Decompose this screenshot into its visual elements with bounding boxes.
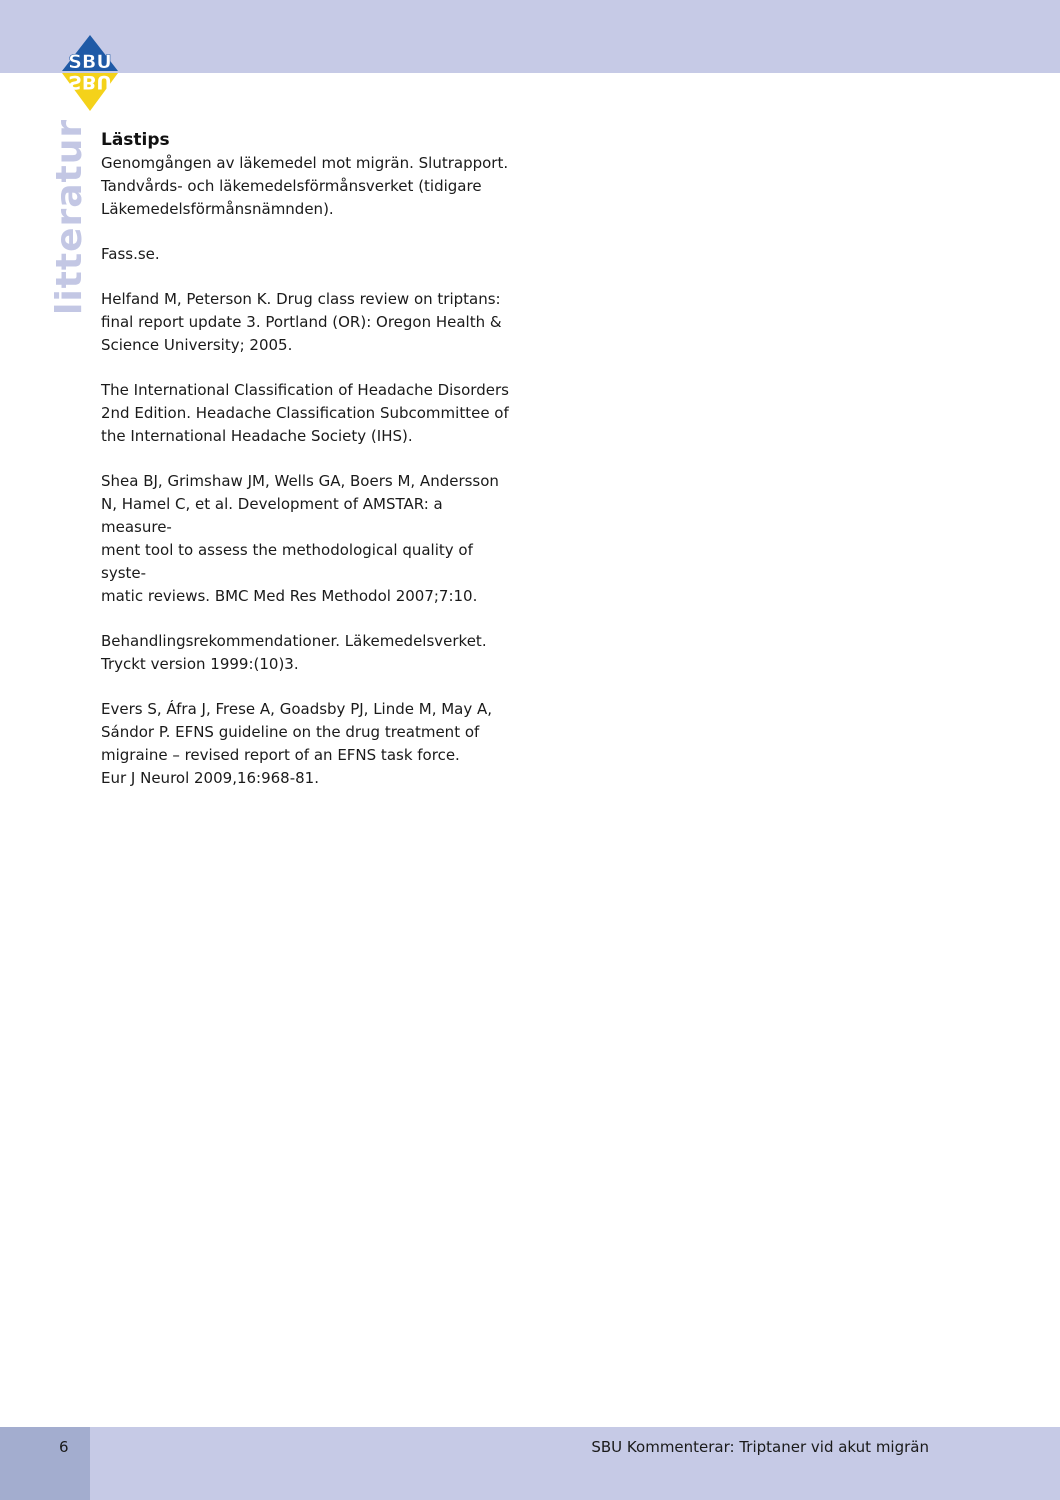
section-side-tab: litteratur [49, 118, 90, 315]
sbu-logo [60, 33, 120, 113]
header-band [0, 0, 1060, 73]
reference-item: Shea BJ, Grimshaw JM, Wells GA, Boers M, Andersson N, Hamel C, et al. Development of AMSTAR: a measure- ment tool to assess the methodological quality of syste- matic reviews. BMC Med Res Methodol 2007;7:10. [101, 472, 499, 605]
reference-item: Fass.se. [101, 245, 160, 263]
svg-text:SBU: SBU [68, 51, 112, 73]
reference-item: Genomgången av läkemedel mot migrän. Slutrapport. Tandvårds- och läkemedelsförmånsverket (tidigare Läkemedelsförmånsnämnden). [101, 154, 509, 218]
page-number: 6 [59, 1438, 69, 1456]
page-number-block [0, 1427, 90, 1500]
reference-item: Evers S, Áfra J, Frese A, Goadsby PJ, Linde M, May A, Sándor P. EFNS guideline on the drug treatment of migraine – revised report of an EFNS task force. Eur J Neurol 2009,16:968-81. [101, 700, 493, 787]
reference-item: Helfand M, Peterson K. Drug class review on triptans: final report update 3. Portland (OR): Oregon Health & Science University; 2005. [101, 290, 502, 354]
reading-tips-section [101, 128, 511, 812]
reference-item: The International Classification of Headache Disorders 2nd Edition. Headache Classification Subcommittee of the International Headache Society (IHS). [101, 381, 509, 445]
reference-item: Behandlingsrekommendationer. Läkemedelsverket. Tryckt version 1999:(10)3. [101, 632, 487, 673]
footer-title: SBU Kommenterar: Triptaner vid akut migrän [591, 1438, 929, 1456]
svg-text:SBU: SBU [68, 71, 112, 93]
section-heading: Lästips [101, 130, 170, 150]
